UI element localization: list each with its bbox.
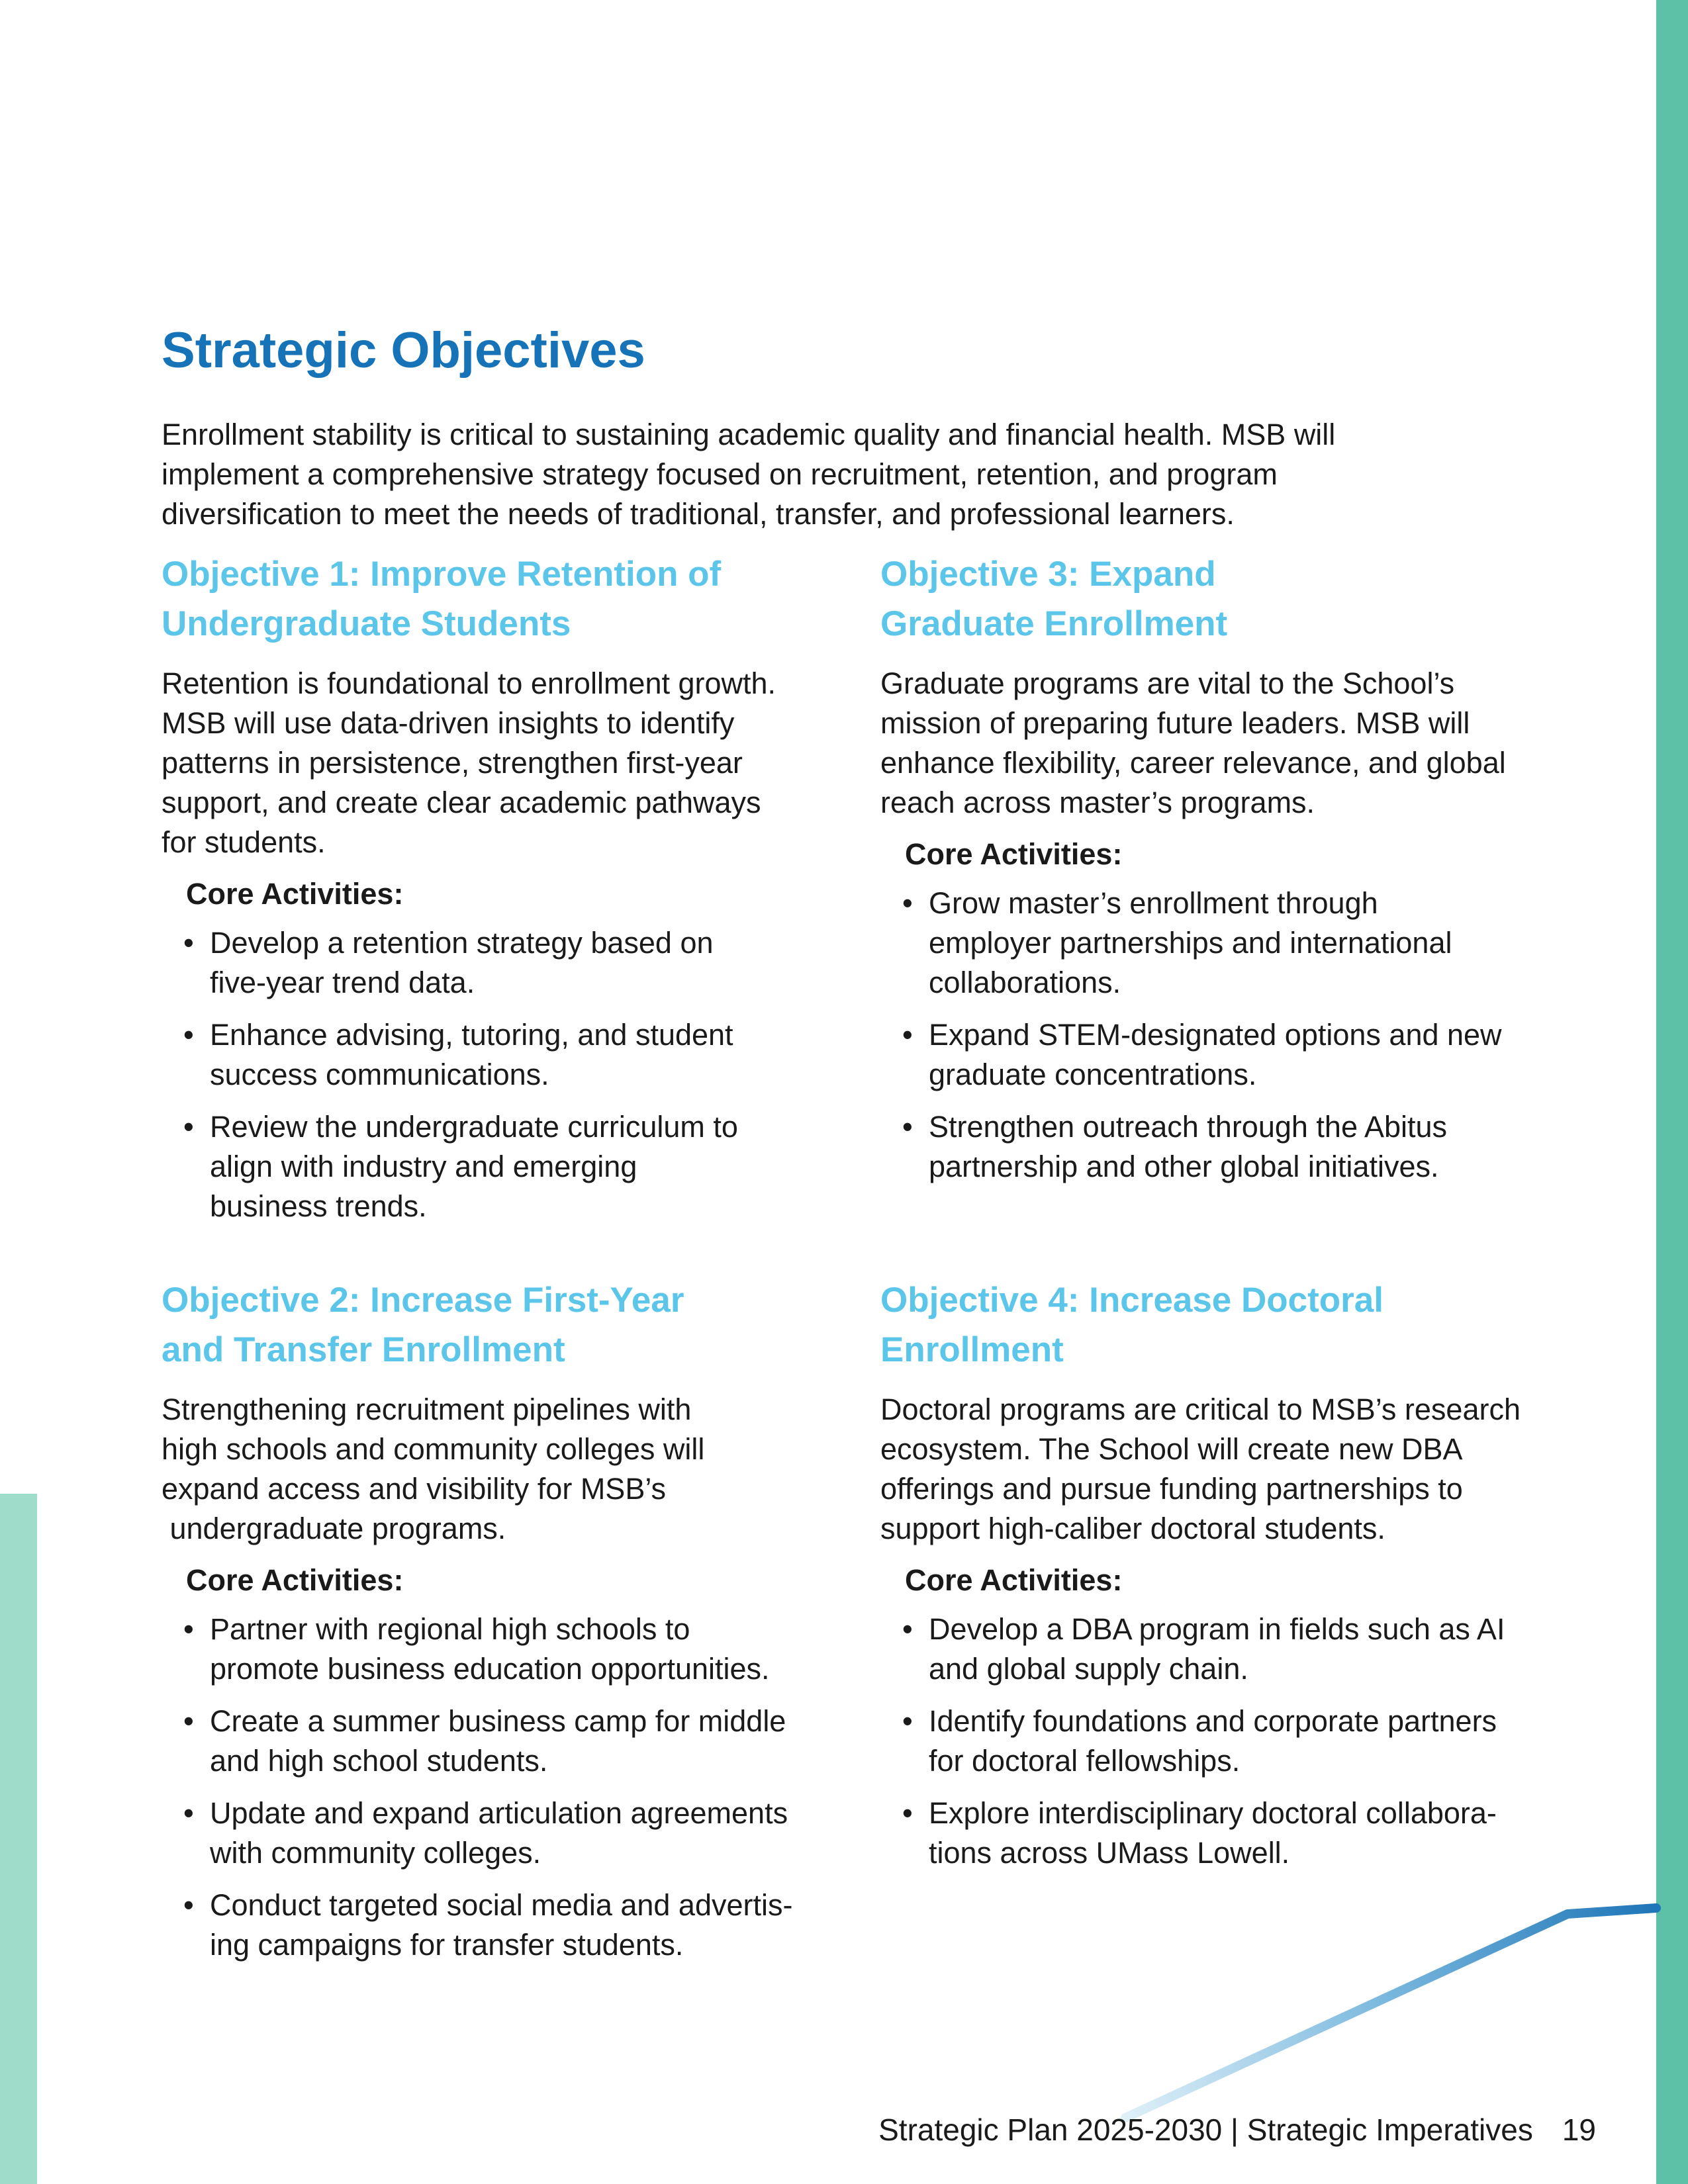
core-activities-label: Core Activities:	[186, 1563, 404, 1597]
activity-line: employer partnerships and international	[929, 926, 1452, 960]
description-line: offerings and pursue funding partnerships to	[880, 1472, 1463, 1506]
bullet-icon: •	[902, 1110, 913, 1144]
activity-line: promote business education opportunities.	[210, 1652, 770, 1686]
description-line: mission of preparing future leaders. MSB will	[880, 706, 1470, 740]
activity-line: Review the undergraduate curriculum to	[210, 1110, 738, 1144]
intro-line: implement a comprehensive strategy focused on recruitment, retention, and program	[162, 457, 1278, 491]
core-activities-label: Core Activities:	[186, 877, 404, 911]
bullet-icon: •	[902, 886, 913, 920]
intro-paragraph	[162, 415, 1485, 534]
description-line: Graduate programs are vital to the School’s	[880, 666, 1455, 700]
footer-title: Strategic Plan 2025-2030 | Strategic Imperatives	[878, 2113, 1533, 2147]
bullet-icon: •	[183, 1704, 194, 1738]
objective-2-description	[162, 1390, 857, 1549]
activity-line: and high school students.	[210, 1744, 548, 1778]
objective-3	[880, 549, 1595, 1199]
activity-item	[880, 1794, 1595, 1873]
heading-line: and Transfer Enrollment	[162, 1330, 565, 1369]
heading-line: Objective 4: Increase Doctoral	[880, 1281, 1383, 1320]
description-line: reach across master’s programs.	[880, 786, 1315, 819]
activity-line: for doctoral fellowships.	[929, 1744, 1241, 1778]
bullet-icon: •	[902, 1612, 913, 1646]
activity-line: Partner with regional high schools to	[210, 1612, 690, 1646]
activity-line: business trends.	[210, 1189, 427, 1223]
description-line: Doctoral programs are critical to MSB’s research	[880, 1392, 1521, 1426]
description-line: support high-caliber doctoral students.	[880, 1512, 1385, 1545]
activity-line: Explore interdisciplinary doctoral collabora-	[929, 1796, 1497, 1830]
activity-line: Identify foundations and corporate partners	[929, 1704, 1497, 1738]
bullet-icon: •	[902, 1704, 913, 1738]
activity-line: Develop a retention strategy based on	[210, 926, 714, 960]
activity-item	[880, 1702, 1595, 1781]
bullet-icon: •	[183, 1612, 194, 1646]
activity-item	[162, 1886, 857, 1965]
description-line: patterns in persistence, strengthen first-year	[162, 746, 743, 780]
objective-4-activities	[880, 1610, 1595, 1873]
activity-line: align with industry and emerging	[210, 1150, 637, 1183]
bullet-icon: •	[183, 1110, 194, 1144]
heading-line: Graduate Enrollment	[880, 604, 1228, 643]
objective-3-activities	[880, 884, 1595, 1187]
description-line: ecosystem. The School will create new DBA	[880, 1432, 1463, 1466]
objective-1-description	[162, 664, 857, 862]
bullet-icon: •	[183, 1018, 194, 1052]
activity-item	[880, 1107, 1595, 1187]
activity-line: Create a summer business camp for middle	[210, 1704, 786, 1738]
bullet-icon: •	[183, 926, 194, 960]
activity-item	[880, 1610, 1595, 1689]
description-line: Strengthening recruitment pipelines with	[162, 1392, 692, 1426]
objective-3-heading	[880, 549, 1595, 649]
bullet-icon: •	[902, 1018, 913, 1052]
activity-line: success communications.	[210, 1058, 549, 1091]
objective-4-description	[880, 1390, 1595, 1549]
heading-line: Objective 3: Expand	[880, 555, 1216, 594]
activity-line: Expand STEM-designated options and new	[929, 1018, 1502, 1052]
description-line: MSB will use data-driven insights to identify	[162, 706, 735, 740]
objective-3-description	[880, 664, 1595, 823]
objective-1	[162, 549, 857, 1239]
activity-item	[162, 1702, 857, 1781]
objective-1-activities	[162, 923, 857, 1226]
activity-line: tions across UMass Lowell.	[929, 1836, 1290, 1870]
objective-2-activities	[162, 1610, 857, 1965]
intro-line: diversification to meet the needs of traditional, transfer, and professional learners.	[162, 497, 1235, 531]
description-line: support, and create clear academic pathways	[162, 786, 761, 819]
page-title: Strategic Objectives	[162, 322, 645, 379]
activity-item	[880, 1015, 1595, 1095]
activity-item	[162, 1794, 857, 1873]
description-line: high schools and community colleges will	[162, 1432, 705, 1466]
heading-line: Objective 2: Increase First-Year	[162, 1281, 684, 1320]
page-number: 19	[1562, 2113, 1596, 2147]
objective-2-heading	[162, 1275, 857, 1375]
description-line: for students.	[162, 825, 326, 859]
objective-4	[880, 1275, 1595, 1886]
activity-item	[162, 1107, 857, 1226]
activity-line: Strengthen outreach through the Abitus	[929, 1110, 1448, 1144]
heading-line: Enrollment	[880, 1330, 1064, 1369]
activity-line: five-year trend data.	[210, 966, 475, 999]
heading-line: Undergraduate Students	[162, 604, 571, 643]
objective-1-heading	[162, 549, 857, 649]
description-line: expand access and visibility for MSB’s	[162, 1472, 667, 1506]
right-accent-bar	[1656, 0, 1688, 2184]
left-accent-bar	[0, 1494, 37, 2184]
description-line: undergraduate programs.	[162, 1512, 506, 1545]
bullet-icon: •	[183, 1888, 194, 1922]
activity-item	[162, 1015, 857, 1095]
activity-line: partnership and other global initiatives.	[929, 1150, 1439, 1183]
activity-line: with community colleges.	[210, 1836, 541, 1870]
activity-line: and global supply chain.	[929, 1652, 1248, 1686]
bullet-icon: •	[902, 1796, 913, 1830]
objective-4-heading	[880, 1275, 1595, 1375]
page-footer	[841, 2110, 1596, 2150]
bullet-icon: •	[183, 1796, 194, 1830]
activity-line: graduate concentrations.	[929, 1058, 1257, 1091]
activity-line: Enhance advising, tutoring, and student	[210, 1018, 733, 1052]
activity-line: collaborations.	[929, 966, 1121, 999]
activity-line: ing campaigns for transfer students.	[210, 1928, 684, 1962]
description-line: Retention is foundational to enrollment growth.	[162, 666, 776, 700]
objective-2	[162, 1275, 857, 1978]
activity-item	[162, 923, 857, 1003]
activity-item	[880, 884, 1595, 1003]
activity-item	[162, 1610, 857, 1689]
activity-line: Grow master’s enrollment through	[929, 886, 1378, 920]
intro-line: Enrollment stability is critical to sustaining academic quality and financial health. MSB will	[162, 418, 1336, 451]
activity-line: Develop a DBA program in fields such as AI	[929, 1612, 1505, 1646]
heading-line: Objective 1: Improve Retention of	[162, 555, 722, 594]
core-activities-label: Core Activities:	[905, 1563, 1123, 1597]
core-activities-label: Core Activities:	[905, 837, 1123, 871]
description-line: enhance flexibility, career relevance, and global	[880, 746, 1506, 780]
activity-line: Update and expand articulation agreements	[210, 1796, 788, 1830]
activity-line: Conduct targeted social media and advertis-	[210, 1888, 793, 1922]
